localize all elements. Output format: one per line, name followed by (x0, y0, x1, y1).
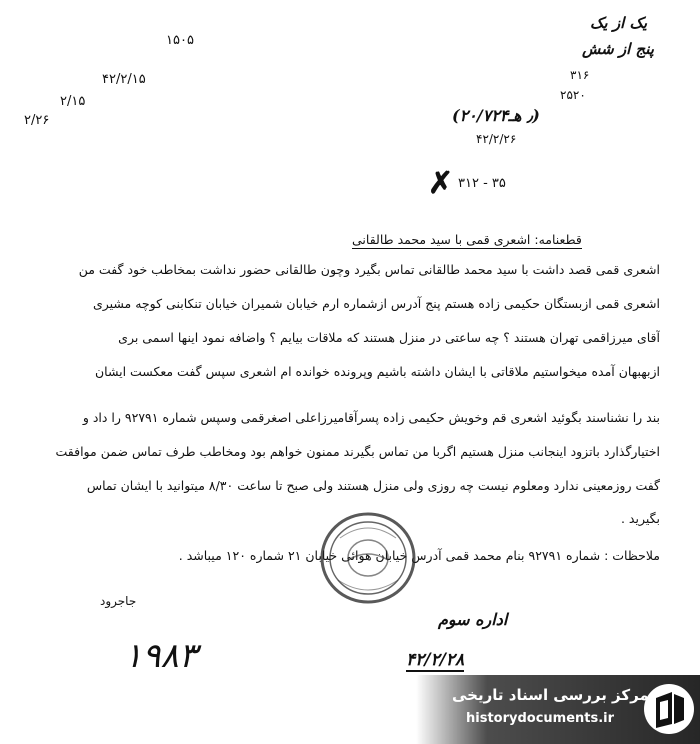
watermark-url: historydocuments.ir (466, 711, 615, 726)
number-316: ۳۱۶ (570, 68, 590, 82)
body-line-8: بگیرید . (620, 511, 660, 526)
handwritten-number: ۱۹۸۳ (124, 636, 198, 676)
fraction-note-1: ۲/۱۵ (60, 94, 86, 109)
body-line-4: ازبهبهان آمده میخواستیم ملاقاتی با ایشان داشته باشیم وپرونده خوانده ام اشعری سپس گفت معکست ایشان (94, 364, 660, 379)
body-line-1: اشعری قمی قصد داشت با سید محمد طالقانی تماس بگیرد وچون طالقانی حضور نداشت بمخاطب خود گفت من (78, 262, 660, 277)
watermark-banner (416, 675, 700, 744)
seal-stamp-icon (318, 508, 418, 608)
body-line-2: اشعری قمی ازبستگان حکیمی زاده هستم پنج آدرس ازشماره ارم خیابان شمیران خیابان تنکابنی کوچه مشیری (92, 296, 660, 311)
body-line-5: بند را نشناسند بگوئید اشعری قم وخویش حکیمی زاده پسرآقامیرزاعلی اصغرقمی وسپس شماره ۹۲۷۹۱ را داد و (82, 410, 660, 425)
location-word: جاجرود (100, 594, 137, 608)
signature-date: ۴۲/۲/۲۸ (406, 650, 465, 670)
logo-icon (642, 682, 696, 736)
date-received: ۴۲/۲/۱۵ (102, 72, 146, 87)
serial-number: ۱۵۰۵ (166, 33, 194, 48)
body-line-7: گفت روزمعینی ندارد ومعلوم نیست چه روزی ولی منزل هستند ولی صبح تا ساعت ۸/۳۰ میتوانید با ایشان تماس (86, 478, 660, 493)
signature: اداره سوم (438, 610, 508, 629)
number-2520: ۲۵۲۰ (560, 88, 586, 102)
x-mark-icon: ✗ (428, 166, 454, 201)
body-line-3: آقای میرزاقمی تهران هستند ؟ چه ساعتی در منزل هستند که ملاقات بیایم ؟ واضافه نمود اینها اسمی بری (118, 330, 660, 345)
copy-count-note: پنج از شش (582, 40, 654, 58)
document-subject: قطعنامه: اشعری قمی با سید محمد طالقانی (352, 232, 582, 247)
fraction-note-2: ۲/۲۶ (24, 113, 50, 128)
watermark-title: مرکز بررسی اسناد تاریخی (452, 686, 649, 704)
remarks-line: ملاحظات : شماره ۹۲۷۹۱ بنام محمد قمی آدرس خیابان هوائی خیابان ۲۱ شماره ۱۲۰ میباشد . (178, 548, 660, 563)
body-line-6: اختیارگذارد باتزود اینجانب منزل هستیم اگربا من تماس بگیرند ممنون خواهم بود ومخاطب طرف تماس ضمن موافقت (55, 444, 660, 459)
page-count-note: یک از یک (590, 14, 648, 32)
reference-code: (۲۰/۷۲۴٫ هـ) (452, 106, 540, 125)
reference-312: ۳۱۲ - ۳۵ (458, 176, 506, 191)
document-date: ۴۲/۲/۲۶ (476, 132, 517, 146)
